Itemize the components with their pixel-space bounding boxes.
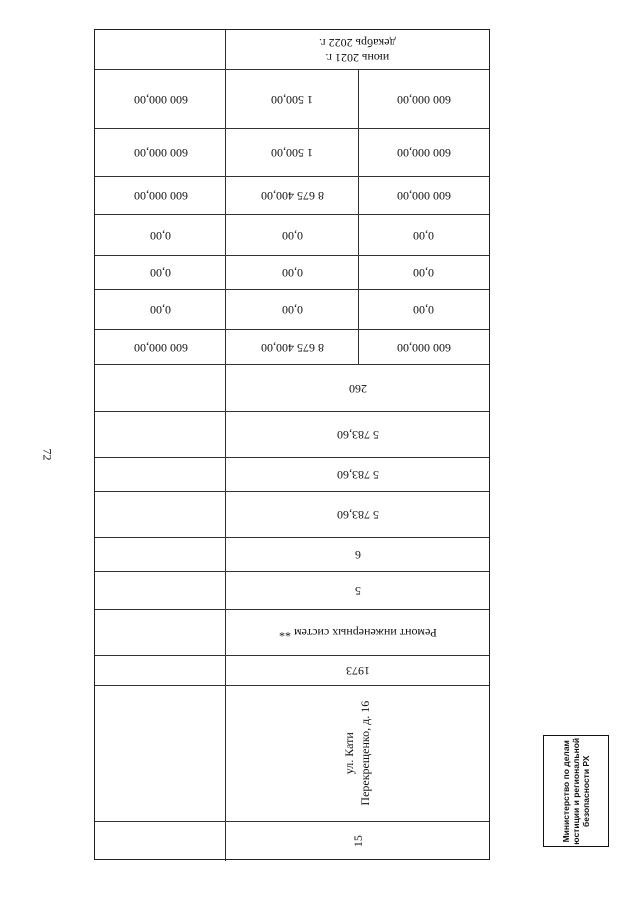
- table-row: [95, 656, 489, 686]
- table-row: [95, 215, 489, 256]
- table-row-header: [95, 30, 489, 70]
- stamp-line: юстиции и региональной: [570, 737, 581, 845]
- amount-cell: 0,00: [150, 228, 171, 243]
- table-row: [95, 177, 489, 215]
- amount-cell: 0,00: [413, 303, 434, 317]
- table-row: [95, 129, 489, 177]
- work-type-cell: Ремонт инженерных систем **: [278, 626, 437, 640]
- table-row: [95, 492, 489, 538]
- amount-cell: 0,00: [413, 228, 434, 243]
- address-street: ул. Кати: [342, 732, 357, 775]
- table-row: [95, 686, 489, 822]
- amount-cell: 600 000,00: [396, 92, 451, 107]
- table-row: [95, 412, 489, 458]
- table: [94, 29, 490, 860]
- amount-cell: 600 000,00: [133, 189, 188, 203]
- value-cell: 5 783,60: [336, 428, 379, 442]
- amount-cell: 0,00: [150, 303, 171, 317]
- amount-cell: 0,00: [281, 228, 303, 243]
- table-row: [95, 458, 489, 492]
- table-row: [95, 538, 489, 572]
- table-row: [95, 572, 489, 610]
- amount-cell: 600 000,00: [396, 340, 451, 355]
- table-row: [95, 365, 489, 412]
- value-cell: 5 783,60: [336, 508, 379, 522]
- table-row: [95, 70, 489, 129]
- value-cell: 5 783,60: [336, 468, 379, 482]
- stamp-line: Министерство по делам: [560, 739, 571, 843]
- table-row: [95, 290, 489, 330]
- row-number-cell: 15: [350, 835, 365, 848]
- table-row: [95, 610, 489, 656]
- year-cell: 1973: [345, 664, 370, 678]
- address-house: Перекрещенко, д. 16: [358, 701, 373, 806]
- period-cell: [319, 35, 396, 65]
- table-row: [95, 256, 489, 290]
- page-number: 72: [40, 448, 55, 461]
- amount-cell: 0,00: [150, 266, 171, 280]
- stamp-line: безопасности РХ: [581, 755, 592, 827]
- table-row: [95, 330, 489, 365]
- value-cell: 260: [348, 381, 367, 396]
- amount-cell: 0,00: [413, 266, 434, 280]
- amount-cell: 0,00: [281, 266, 303, 280]
- amount-cell: 1 500,00: [271, 92, 313, 107]
- value-cell: 5: [354, 584, 361, 598]
- amount-cell: 8 675 400,00: [260, 340, 324, 355]
- ministry-stamp: [543, 735, 609, 847]
- amount-cell: 600 000,00: [133, 340, 188, 355]
- amount-cell: 600 000,00: [396, 189, 451, 203]
- value-cell: 6: [354, 548, 361, 562]
- address-cell: [341, 701, 373, 806]
- amount-cell: 600 000,00: [133, 92, 188, 107]
- amount-cell: 0,00: [281, 303, 303, 317]
- amount-cell: 1 500,00: [271, 146, 313, 160]
- amount-cell: 8 675 400,00: [260, 189, 324, 203]
- period-start: июнь 2021 г.: [325, 50, 390, 65]
- amount-cell: 600 000,00: [133, 146, 188, 160]
- amount-cell: 600 000,00: [396, 146, 451, 160]
- period-end: декабрь 2022 г.: [319, 35, 396, 50]
- table-row: [95, 822, 489, 861]
